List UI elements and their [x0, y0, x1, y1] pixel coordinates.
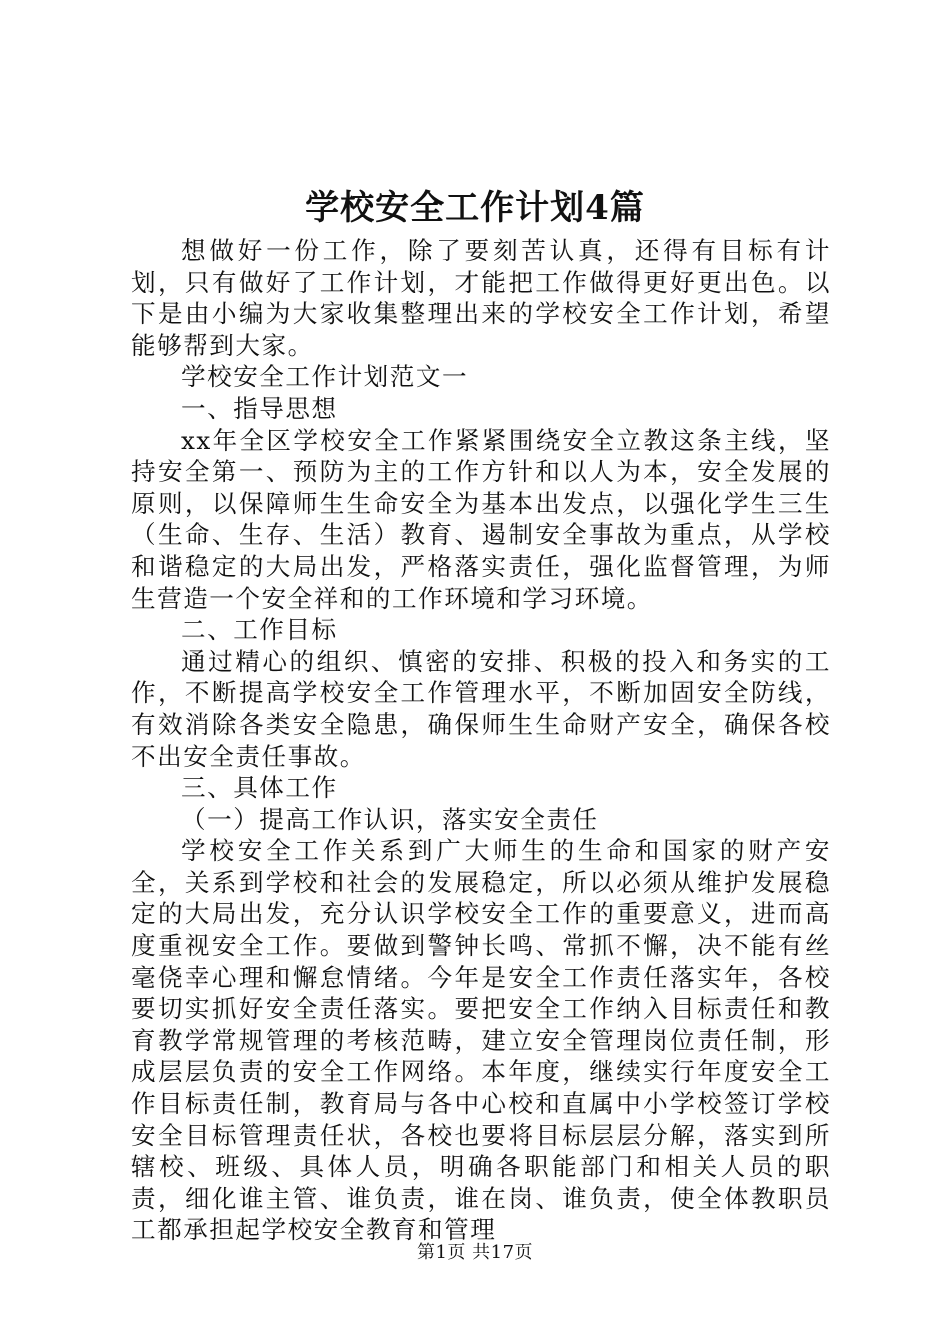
guiding-ideology-paragraph: xx年全区学校安全工作紧紧围绕安全立教这条主线，坚持安全第一、预防为主的工作方针和以人为本，安全发展的原则，以保障师生生命安全为基本出发点，以强化学生三生（生命、生存、生活）教育、遏制安全事故为重点，从学校和谐稳定的大局出发，严格落实责任，强化监督管理，为师生营造一个安全祥和的工作环境和学习环境。 — [131, 425, 831, 613]
section-heading-sample-one: 学校安全工作计划范文一 — [181, 362, 469, 392]
document-title: 学校安全工作计划4篇 — [305, 188, 645, 228]
document-body — [131, 235, 831, 1246]
responsibility-paragraph: 学校安全工作关系到广大师生的生命和国家的财产安全，关系到学校和社会的发展稳定，所以必须从维护发展稳定的大局出发，充分认识学校安全工作的重要意义，进而高度重视安全工作。要做到警钟长鸣、常抓不懈，决不能有丝毫侥幸心理和懈怠情绪。今年是安全工作责任落实年，各校要切实抓好安全责任落实。要把安全工作纳入目标责任和教育教学常规管理的考核范畴，建立安全管理岗位责任制，形成层层负责的安全工作网络。本年度，继续实行年度安全工作目标责任制，教育局与各中心校和直属中小学校签订学校安全目标管理责任状，各校也要将目标层层分解，落实到所辖校、班级、具体人员，明确各职能部门和相关人员的职责，细化谁主管、谁负责，谁在岗、谁负责，使全体教职员工都承担起学校安全教育和管理 — [131, 836, 831, 1245]
work-goals-paragraph: 通过精心的组织、慎密的安排、积极的投入和务实的工作，不断提高学校安全工作管理水平，不断加固安全防线，有效消除各类安全隐患，确保师生生命财产安全，确保各校不出安全责任事故。 — [131, 646, 831, 771]
section-heading-work-goals: 二、工作目标 — [181, 615, 338, 645]
section-heading-specific-work: 三、具体工作 — [181, 773, 338, 803]
subsection-heading-responsibility: （一）提高工作认识，落实安全责任 — [181, 804, 599, 834]
intro-paragraph: 想做好一份工作，除了要刻苦认真，还得有目标有计划，只有做好了工作计划，才能把工作做得更好更出色。以下是由小编为大家收集整理出来的学校安全工作计划，希望能够帮到大家。 — [131, 236, 831, 360]
section-heading-guiding-ideology: 一、指导思想 — [181, 393, 338, 423]
page-footer: 第1页 共17页 — [416, 1242, 534, 1263]
